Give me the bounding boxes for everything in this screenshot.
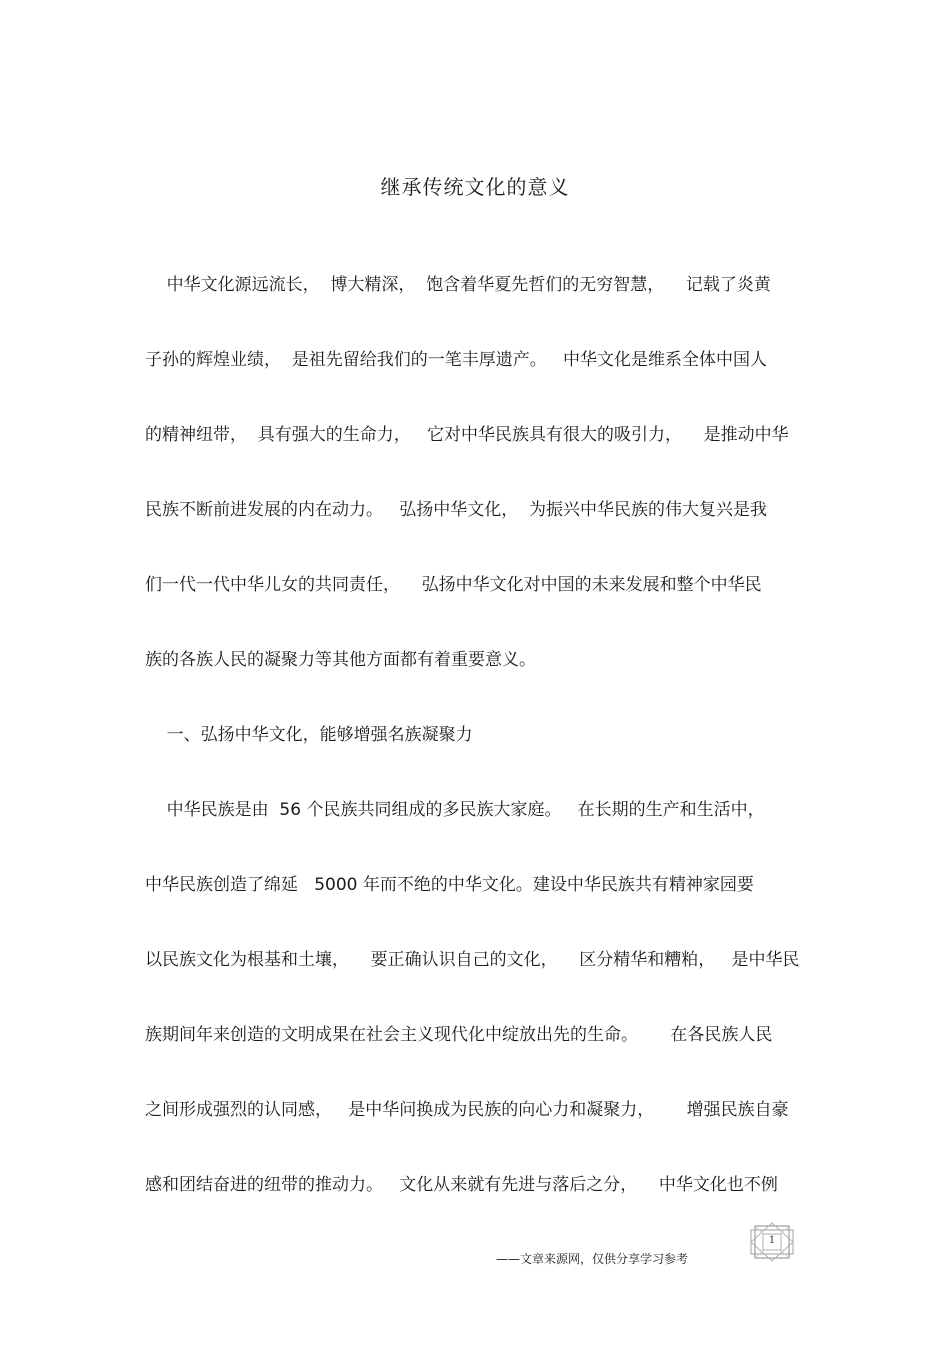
section-heading: 一、弘扬中华文化，能够增强名族凝聚力 <box>145 725 473 745</box>
body-line: 中华文化源远流长， 博大精深， 饱含着华夏先哲们的无穷智慧， 记载了炎黄 <box>145 275 771 295</box>
page-number-badge <box>749 1222 795 1262</box>
body-line: 民族不断前进发展的内在动力。 弘扬中华文化， 为振兴中华民族的伟大复兴是我 <box>145 500 768 520</box>
body-line: 族期间年来创造的文明成果在社会主义现代化中绽放出先的生命。 在各民族人民 <box>145 1025 773 1045</box>
body-line: 的精神纽带， 具有强大的生命力， 它对中华民族具有很大的吸引力， 是推动中华 <box>145 425 789 445</box>
footer-source-note: ——文章来源网，仅供分享学习参考 <box>496 1252 689 1266</box>
body-line: 中华民族是由 56 个民族共同组成的多民族大家庭。 在长期的生产和生活中， <box>145 800 765 820</box>
document-title: 继承传统文化的意义 <box>380 175 570 199</box>
body-line: 中华民族创造了绵延 5000 年而不绝的中华文化。建设中华民族共有精神家园要 <box>145 875 754 895</box>
body-line: 们一代一代中华儿女的共同责任， 弘扬中华文化对中国的未来发展和整个中华民 <box>145 575 762 595</box>
body-line: 之间形成强烈的认同感， 是中华问换成为民族的向心力和凝聚力， 增强民族自豪 <box>145 1100 789 1120</box>
body-line: 子孙的辉煌业绩， 是祖先留给我们的一笔丰厚遗产。 中华文化是维系全体中国人 <box>145 350 768 370</box>
body-line: 以民族文化为根基和土壤， 要正确认识自己的文化， 区分精华和糟粕， 是中华民 <box>145 950 800 970</box>
body-line: 感和团结奋进的纽带的推动力。 文化从来就有先进与落后之分， 中华文化也不例 <box>145 1175 778 1195</box>
body-line: 族的各族人民的凝聚力等其他方面都有着重要意义。 <box>145 650 536 670</box>
page-number: 1 <box>768 1235 776 1246</box>
